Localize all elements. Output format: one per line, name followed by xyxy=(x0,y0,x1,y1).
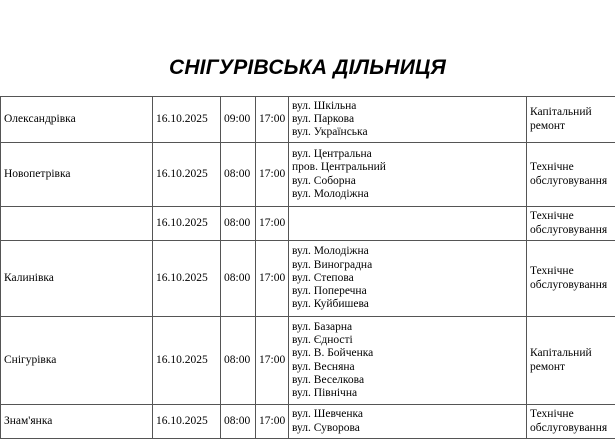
date-cell: 16.10.2025 xyxy=(153,143,221,207)
start-time-cell: 08:00 xyxy=(221,317,256,405)
table-row xyxy=(1,241,615,317)
work-type-line: Технічне xyxy=(530,161,615,174)
village-cell: Снігурівка xyxy=(1,317,153,405)
work-type-line: ремонт xyxy=(530,361,615,374)
street-line: вул. Поперечна xyxy=(292,285,523,298)
street-line: вул. Шевченка xyxy=(292,408,523,421)
street-line: вул. Суворова xyxy=(292,422,523,435)
village-cell: Знам'янка xyxy=(1,405,153,439)
work-type-cell xyxy=(527,241,615,317)
work-type-line: обслуговування xyxy=(530,422,615,435)
end-time-cell: 17:00 xyxy=(256,317,289,405)
village-cell: Калинівка xyxy=(1,241,153,317)
start-time-cell: 09:00 xyxy=(221,97,256,143)
work-type-cell xyxy=(527,317,615,405)
street-line: вул. Північна xyxy=(292,387,523,400)
street-line: вул. Українська xyxy=(292,126,523,139)
start-time-cell: 08:00 xyxy=(221,405,256,439)
street-line: вул. Весняна xyxy=(292,361,523,374)
table-row xyxy=(1,97,615,143)
street-line: вул. Соборна xyxy=(292,175,523,188)
end-time-cell: 17:00 xyxy=(256,405,289,439)
end-time-cell: 17:00 xyxy=(256,207,289,241)
work-type-line: Капітальний xyxy=(530,106,615,119)
date-cell: 16.10.2025 xyxy=(153,405,221,439)
date-cell: 16.10.2025 xyxy=(153,241,221,317)
work-type-cell xyxy=(527,97,615,143)
end-time-cell: 17:00 xyxy=(256,97,289,143)
work-type-line: Технічне xyxy=(530,210,615,223)
work-type-line: обслуговування xyxy=(530,224,615,237)
page-title: СНІГУРІВСЬКА ДІЛЬНИЦЯ xyxy=(0,56,615,80)
work-type-line: обслуговування xyxy=(530,279,615,292)
street-line: вул. Базарна xyxy=(292,321,523,334)
work-type-line: обслуговування xyxy=(530,175,615,188)
work-type-cell xyxy=(527,143,615,207)
village-cell: Олександрівка xyxy=(1,97,153,143)
street-line: вул. Куйбишева xyxy=(292,298,523,311)
village-cell xyxy=(1,207,153,241)
streets-cell xyxy=(289,97,527,143)
work-type-line: Капітальний xyxy=(530,347,615,360)
work-type-cell xyxy=(527,207,615,241)
end-time-cell: 17:00 xyxy=(256,241,289,317)
street-line: вул. Веселкова xyxy=(292,374,523,387)
street-line: вул. В. Бойченка xyxy=(292,347,523,360)
street-line: вул. Шкільна xyxy=(292,100,523,113)
street-line: вул. Степова xyxy=(292,272,523,285)
table-row xyxy=(1,207,615,241)
village-cell: Новопетрівка xyxy=(1,143,153,207)
table-row xyxy=(1,405,615,439)
date-cell: 16.10.2025 xyxy=(153,317,221,405)
street-line: пров. Центральний xyxy=(292,161,523,174)
streets-cell xyxy=(289,207,527,241)
street-line: вул. Єдності xyxy=(292,334,523,347)
end-time-cell: 17:00 xyxy=(256,143,289,207)
work-type-line: Технічне xyxy=(530,408,615,421)
date-cell: 16.10.2025 xyxy=(153,207,221,241)
streets-cell xyxy=(289,241,527,317)
streets-cell xyxy=(289,317,527,405)
table-row xyxy=(1,317,615,405)
start-time-cell: 08:00 xyxy=(221,207,256,241)
streets-cell xyxy=(289,143,527,207)
table-row xyxy=(1,143,615,207)
work-type-cell xyxy=(527,405,615,439)
streets-cell xyxy=(289,405,527,439)
start-time-cell: 08:00 xyxy=(221,143,256,207)
date-cell: 16.10.2025 xyxy=(153,97,221,143)
street-line: вул. Виноградна xyxy=(292,259,523,272)
start-time-cell: 08:00 xyxy=(221,241,256,317)
street-line: вул. Центральна xyxy=(292,148,523,161)
outage-schedule-table xyxy=(0,96,615,439)
street-line: вул. Молодіжна xyxy=(292,188,523,201)
street-line: вул. Молодіжна xyxy=(292,245,523,258)
work-type-line: ремонт xyxy=(530,120,615,133)
street-line: вул. Паркова xyxy=(292,113,523,126)
work-type-line: Технічне xyxy=(530,265,615,278)
